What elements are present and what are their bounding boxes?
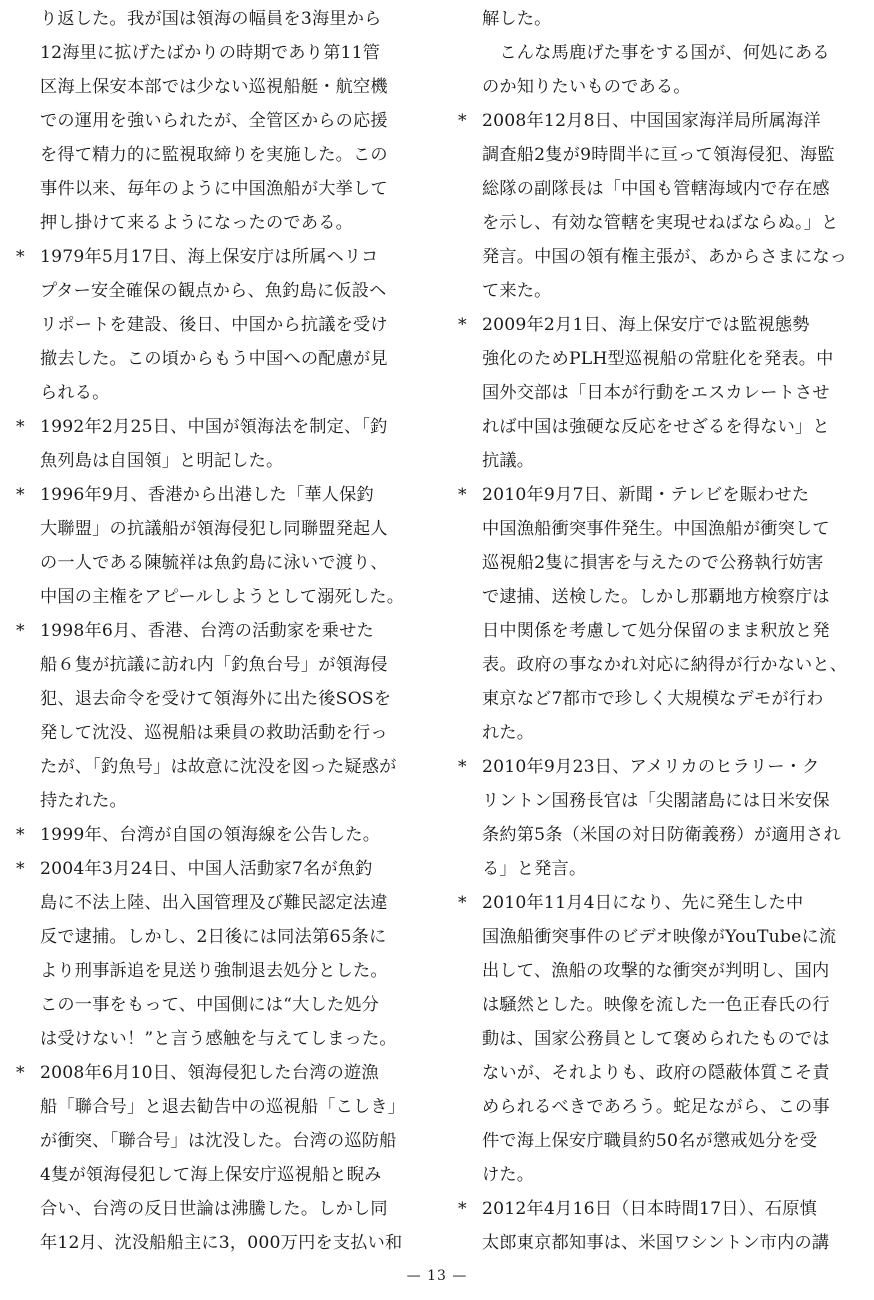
text-line: 4隻が領海侵犯して海上保安庁巡視船と睨み: [40, 1165, 382, 1185]
text-line: リントン国務長官は「尖閣諸島には日米安保: [482, 791, 830, 811]
text-line: 島に不法上陸、出入国管理及び難民認定法違: [40, 893, 388, 913]
text-line: 反で逮捕。しかし、2日後には同法第65条に: [40, 927, 387, 947]
bullet-mark: *: [458, 111, 467, 131]
text-line: での運用を強いられたが、全管区からの応援: [40, 111, 388, 131]
line-text: 1992年2月25日、中国が領海法を制定、「釣: [40, 417, 388, 437]
list-item-first-line: [16, 410, 388, 444]
line-text: 2004年3月24日、中国人活動家7名が魚釣: [40, 859, 373, 879]
text-line: は騒然とした。映像を流した一色正春氏の行: [482, 995, 830, 1015]
bullet-mark: *: [458, 893, 467, 913]
text-line: 中国漁船衝突事件発生。中国漁船が衝突して: [482, 519, 830, 539]
text-line: 解した。: [482, 9, 552, 29]
line-text: 2010年9月23日、アメリカのヒラリー・ク: [482, 757, 820, 777]
text-line: 東京など7都市で珍しく大規模なデモが行わ: [482, 689, 824, 709]
line-text: 1998年6月、香港、台湾の活動家を乗せた: [40, 621, 374, 641]
text-line: れた。: [482, 723, 535, 743]
text-line: 巡視船2隻に損害を与えたので公務執行妨害: [482, 553, 824, 573]
bullet-mark: *: [458, 315, 467, 335]
bullet-mark: *: [458, 757, 467, 777]
text-line: り返した。我が国は領海の幅員を3海里から: [40, 9, 382, 29]
bullet-mark: *: [16, 621, 25, 641]
text-line: 大聯盟」の抗議船が領海侵犯し同聯盟発起人: [40, 519, 388, 539]
text-line: を示し、有効な管轄を実現せねばならぬ。」と: [482, 213, 839, 233]
text-line: 区海上保安本部では少ない巡視船艇・航空機: [40, 77, 388, 97]
line-text: 2009年2月1日、海上保安庁では監視態勢: [482, 315, 810, 335]
bullet-mark: *: [16, 247, 25, 267]
text-line: たが、「釣魚号」は故意に沈没を図った疑惑が: [40, 757, 397, 777]
text-line: 事件以来、毎年のように中国漁船が大挙して: [40, 179, 388, 199]
text-line: の一人である陳毓祥は魚釣島に泳いで渡り、: [40, 553, 388, 573]
text-line: のか知りたいものである。: [482, 77, 691, 97]
list-item-first-line: [458, 1192, 817, 1226]
text-line: 太郎東京都知事は、米国ワシントン市内の講: [482, 1233, 830, 1253]
text-line: 船「聯合号」と退去勧告中の巡視船「こしき」: [40, 1097, 406, 1117]
text-line: る」と発言。: [482, 859, 587, 879]
text-line: で逮捕、送検した。しかし那覇地方検察庁は: [482, 587, 830, 607]
text-line: められるべきであろう。蛇足ながら、この事: [482, 1097, 830, 1117]
text-line: 発言。中国の領有権主張が、あからさまになっ: [482, 247, 848, 267]
text-line: リポートを建設、後日、中国から抗議を受け: [40, 315, 388, 335]
text-line: こんな馬鹿げた事をする国が、何処にある: [482, 43, 830, 63]
list-item-first-line: [458, 478, 809, 512]
text-line: 出して、漁船の攻撃的な衝突が判明し、国内: [482, 961, 830, 981]
text-line: 表。政府の事なかれ対応に納得が行かないと、: [482, 655, 848, 675]
list-item-first-line: [458, 104, 821, 138]
text-line: 国外交部は「日本が行動をエスカレートさせ: [482, 383, 830, 403]
text-line: て来た。: [482, 281, 552, 301]
text-line: 調査船2隻が9時間半に亘って領海侵犯、海監: [482, 145, 835, 165]
list-item-first-line: [458, 750, 820, 784]
text-line: プター安全確保の観点から、魚釣島に仮設ヘ: [40, 281, 387, 301]
list-item-first-line: [458, 308, 810, 342]
text-line: 中国の主権をアピールしようとして溺死した。: [40, 587, 405, 607]
text-line: 合い、台湾の反日世論は沸騰した。しかし同: [40, 1199, 388, 1219]
list-item-first-line: [16, 1056, 379, 1090]
text-line: が衝突、「聯合号」は沈没した。台湾の巡防船: [40, 1131, 397, 1151]
text-line: 持たれた。: [40, 791, 127, 811]
text-line: 強化のためPLH型巡視船の常駐化を発表。中: [482, 349, 834, 369]
bullet-mark: *: [458, 485, 467, 505]
text-line: 総隊の副隊長は「中国も管轄海域内で存在感: [482, 179, 830, 199]
text-line: は受けない！”と言う感触を与えてしまった。: [40, 1029, 397, 1049]
bullet-mark: *: [16, 859, 25, 879]
list-item-first-line: [16, 240, 378, 274]
text-line: 犯、退去命令を受けて領海外に出た後SOSを: [40, 689, 392, 709]
list-item-first-line: [16, 614, 374, 648]
list-item-first-line: [16, 852, 373, 886]
line-text: 2008年12月8日、中国国家海洋局所属海洋: [482, 111, 821, 131]
text-line: を得て精力的に監視取締りを実施した。この: [40, 145, 388, 165]
line-text: 2010年11月4日になり、先に発生した中: [482, 893, 804, 913]
line-text: 1996年9月、香港から出港した「華人保釣: [40, 485, 374, 505]
page-number: — 13 —: [406, 1268, 468, 1284]
text-line: 12海里に拡げたばかりの時期であり第11管: [40, 43, 381, 63]
line-text: 2008年6月10日、領海侵犯した台湾の遊漁: [40, 1063, 379, 1083]
text-line: 国漁船衝突事件のビデオ映像がYouTubeに流: [482, 927, 837, 947]
text-line: 撤去した。この頃からもう中国への配慮が見: [40, 349, 388, 369]
text-line: れば中国は強硬な反応をせざるを得ない」と: [482, 417, 830, 437]
bullet-mark: *: [16, 485, 25, 505]
bullet-mark: *: [458, 1199, 467, 1219]
text-line: 年12月、沈没船船主に3，000万円を支払い和: [40, 1233, 403, 1253]
bullet-mark: *: [16, 417, 25, 437]
bullet-mark: *: [16, 825, 25, 845]
text-line: 押し掛けて来るようになったのである。: [40, 213, 353, 233]
text-line: 発して沈没、巡視船は乗員の救助活動を行っ: [40, 723, 388, 743]
list-item-first-line: [16, 818, 380, 852]
bullet-mark: *: [16, 1063, 25, 1083]
text-line: 件で海上保安庁職員約50名が懲戒処分を受: [482, 1131, 818, 1151]
text-line: より刑事訴追を見送り強制退去処分とした。: [40, 961, 388, 981]
line-text: 2012年4月16日（日本時間17日）、石原慎: [482, 1199, 818, 1219]
list-item-first-line: [458, 886, 803, 920]
text-line: 動は、国家公務員として褒められたものでは: [482, 1029, 830, 1049]
text-line: られる。: [40, 383, 110, 403]
text-line: 魚列島は自国領」と明記した。: [40, 451, 284, 471]
list-item-first-line: [16, 478, 374, 512]
text-line: この一事をもって、中国側には“大した処分: [40, 995, 380, 1015]
line-text: 1999年、台湾が自国の領海線を公告した。: [40, 825, 381, 845]
line-text: 1979年5月17日、海上保安庁は所属ヘリコ: [40, 247, 379, 267]
text-line: 抗議。: [482, 451, 535, 471]
text-line: ないが、それよりも、政府の隠蔽体質こそ責: [482, 1063, 830, 1083]
text-line: 条約第5条（米国の対日防衛義務）が適用され: [482, 825, 841, 845]
line-text: 2010年9月7日、新聞・テレビを賑わせた: [482, 485, 810, 505]
text-line: けた。: [482, 1165, 535, 1185]
text-line: 船６隻が抗議に訪れ内「釣魚台号」が領海侵: [40, 655, 388, 675]
text-line: 日中関係を考慮して処分保留のまま釈放と発: [482, 621, 830, 641]
